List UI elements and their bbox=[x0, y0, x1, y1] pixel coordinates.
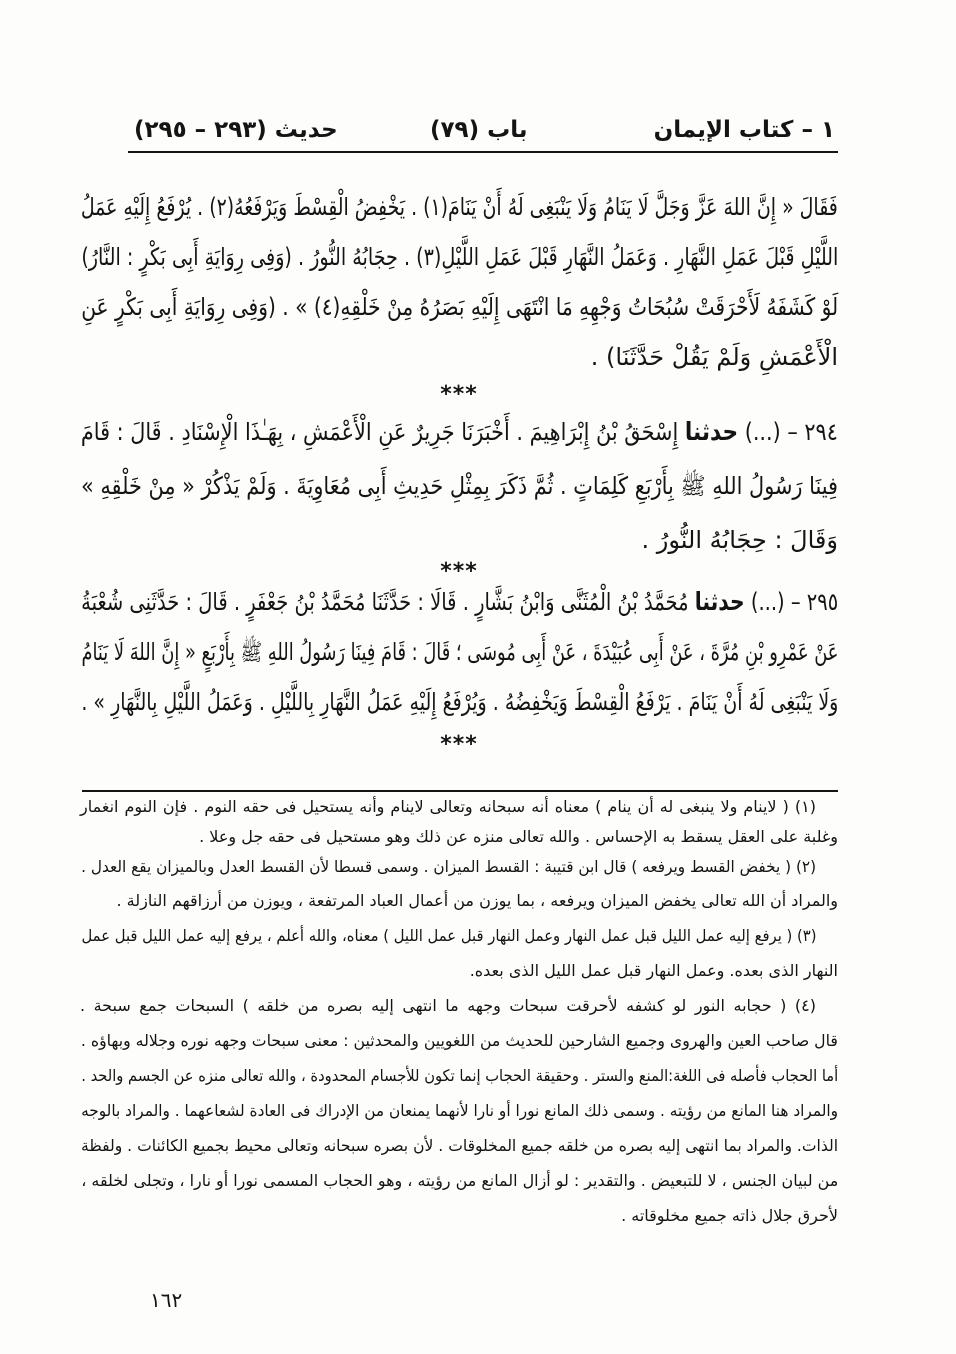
text-line-content: الْأَعْمَشِ وَلَمْ يَقُلْ حَدَّثَنَا) . bbox=[590, 343, 838, 371]
text-line-content bbox=[81, 577, 838, 627]
footnote-marker: (٤) bbox=[794, 996, 816, 1015]
footnote-line bbox=[80, 988, 838, 1023]
text-line-content: عَنْ عَمْرِو بْنِ مُرَّةَ ، عَنْ أَبِى عُبَيْدَةَ ، عَنْ أَبِى مُوسَى ؛ قَالَ : قَامَ فِينَا رَسُولُ اللهِ ﷺ بِأَرْبَعٍ « إِنَّ اللهَ لَا يَنَامُ bbox=[81, 638, 838, 666]
footnote-line bbox=[80, 884, 838, 918]
running-header-chapter: ١ – كتاب الإيمان bbox=[653, 117, 835, 143]
footnote-line-content bbox=[80, 996, 816, 1015]
hadith-keyword: حدثنا bbox=[684, 417, 739, 446]
separator-stars: *** bbox=[440, 382, 478, 407]
footnote-line bbox=[80, 1198, 838, 1233]
hadith-keyword: حدثنا bbox=[694, 587, 745, 616]
separator-stars: *** bbox=[440, 732, 478, 757]
footnote-line bbox=[80, 1163, 838, 1198]
text-line-content: وَلَا يَنْبَغِى لَهُ أَنْ يَنَامَ . يَرْفَعُ الْقِسْطَ وَيَخْفِضُهُ . وَيُرْفَعُ إِلَيْهِ عَمَلُ النَّهَارِ بِاللَّيْلِ . وَعَمَلُ اللَّيْلِ بِالنَّهَارِ » . bbox=[81, 688, 838, 716]
footnote-line-content: من لبيان الجنس ، لا للتبعيض . والتقدير : لو أزال المانع من رؤيته ، وهو الحجاب المسمى نورا أو نارا ، وتجلى لخلقه ، bbox=[81, 1171, 838, 1190]
footnote-line bbox=[80, 1023, 838, 1058]
text-line-content: فِينَا رَسُولُ اللهِ ﷺ بِأَرْبَعِ كَلِمَاتٍ . ثُمَّ ذَكَرَ بِمِثْلِ حَدِيثِ أَبِى مُعَاوِيَةَ . وَلَمْ يَذْكُرْ « مِنْ خَلْقِهِ » bbox=[81, 472, 838, 500]
footnote-line-content: والمراد هنا المانع من رؤيته . وسمى ذلك المانع نورا أو نارا لأنهما يمنعان من الإدراك فى العادة لشعاعهما . والمراد بالوجه bbox=[81, 1101, 838, 1120]
footnote-text: ( يرفع إليه عمل الليل قبل عمل النهار وعمل النهار قبل عمل الليل ) معناه، والله أعلم ، يرفع إليه عمل الليل قبل عمل bbox=[81, 926, 792, 945]
footnote-marker: (٢) bbox=[795, 857, 816, 876]
footnote-text: ( لاينام ولا ينبغى له أن ينام ) معناه أنه سبحانه وتعالى لاينام وأنه يستحيل فى حقه النوم . فإن النوم انغمار bbox=[80, 797, 789, 816]
hadith-number: ٢٩٥ – (...) bbox=[750, 588, 838, 616]
text-line-content: فَقَالَ « إِنَّ اللهَ عَزَّ وَجَلَّ لَا يَنَامُ وَلَا يَنْبَغِى لَهُ أَنْ يَنَامَ(١) . يَخْفِضُ الْقِسْطَ وَيَرْفَعُهُ(٢) . يُرْفَعُ إِلَيْهِ عَمَلُ bbox=[81, 193, 838, 221]
hadith-text: مُحَمَّدُ بْنُ الْمُثَنَّى وَابْنُ بَشَّارٍ . قَالَا : حَدَّثَنَا مُحَمَّدُ بْنُ جَعْفَرٍ . قَالَ : حَدَّثَنِى شُعْبَةُ bbox=[81, 588, 689, 616]
footnote-line bbox=[80, 792, 838, 822]
text-line bbox=[80, 232, 838, 282]
footnote-line-content: قال صاحب العين والهروى وجميع الشارحين للحديث من اللغويين والمحدثين : معنى سبحات وجهه نوره وجلاله وبهاؤه . bbox=[81, 1031, 838, 1050]
footnote-line-content bbox=[81, 850, 816, 884]
footnote-line bbox=[80, 850, 838, 884]
text-line bbox=[80, 677, 838, 727]
footnote-3 bbox=[80, 918, 838, 988]
hadith-295 bbox=[80, 577, 838, 727]
footnote-line-content: والمراد أن الله تعالى يخفض الميزان ويرفعه ، بما يوزن من أعمال العباد المرتفعة ، ويوزن من أرزاقهم النازلة . bbox=[116, 891, 838, 910]
footnote-marker: (٣) bbox=[796, 926, 816, 945]
footnote-line-content: الذات. والمراد بما انتهى إليه بصره من خلقه جميع المخلوقات . لأن بصره سبحانه وتعالى محيط بجميع الكائنات . ولفظة bbox=[81, 1136, 838, 1155]
footnote-line bbox=[80, 1058, 838, 1093]
hadith-continuation bbox=[80, 182, 838, 382]
text-line bbox=[80, 577, 838, 627]
text-line bbox=[80, 332, 838, 382]
running-header-hadith-range: حديث (٢٩٣ – ٢٩٥) bbox=[134, 117, 338, 143]
text-line bbox=[80, 182, 838, 232]
text-line bbox=[80, 627, 838, 677]
footnote-line-content: النهار الذى بعده. وعمل النهار قبل عمل الليل الذى بعده. bbox=[469, 961, 838, 980]
footnote-line bbox=[80, 1093, 838, 1128]
footnote-line-content: وغلبة على العقل يسقط به الإحساس . والله تعالى منزه عن ذلك وهو مستحيل فى حقه جل وعلا . bbox=[199, 827, 838, 846]
footnote-text: ( يخفض القسط ويرفعه ) قال ابن قتيبة : القسط الميزان . وسمى قسطا لأن القسط العدل وبالميزان يقع العدل . bbox=[81, 857, 791, 876]
footnote-line-content: لأحرق جلال ذاته جميع مخلوقاته . bbox=[621, 1206, 838, 1225]
hadith-text: إِسْحَقُ بْنُ إِبْرَاهِيمَ . أَخْبَرَنَا جَرِيرٌ عَنِ الْأَعْمَشِ ، بِهَـٰذَا الْإِسْنَادِ . قَالَ : قَامَ bbox=[81, 418, 679, 446]
separator-stars: *** bbox=[440, 559, 478, 584]
header-rule bbox=[128, 151, 838, 153]
footnote-marker: (١) bbox=[794, 797, 816, 816]
page-number: ١٦٢ bbox=[150, 1288, 183, 1312]
running-header-bab: باب (٧٩) bbox=[430, 117, 528, 143]
footnote-line-content bbox=[80, 797, 816, 816]
footnote-line-content bbox=[81, 918, 816, 953]
footnote-line bbox=[80, 822, 838, 852]
footnote-line bbox=[80, 918, 838, 953]
footnote-4 bbox=[80, 988, 838, 1233]
text-line-content: اللَّيْلِ قَبْلَ عَمَلِ النَّهَارِ . وَعَمَلُ النَّهَارِ قَبْلَ عَمَلِ اللَّيْلِ(٣) . حِجَابُهُ النُّورُ . (وَفِى رِوَايَةِ أَبِى بَكْرٍ : النَّارُ) bbox=[81, 243, 838, 271]
footnote-2 bbox=[80, 850, 838, 918]
text-line bbox=[80, 405, 838, 459]
footnote-1 bbox=[80, 792, 838, 852]
footnote-text: ( حجابه النور لو كشفه لأحرقت سبحات وجهه ما انتهى إليه بصره من خلقه ) السبحات جمع سبحة . bbox=[80, 996, 787, 1015]
text-line-content: لَوْ كَشَفَهُ لَأَحْرَقَتْ سُبُحَاتُ وَجْهِهِ مَا انْتَهَى إِلَيْهِ بَصَرُهُ مِنْ خَلْقِهِ(٤) » . (وَفِى رِوَايَةِ أَبِى بَكْرٍ عَنِ bbox=[81, 293, 838, 321]
text-line bbox=[80, 459, 838, 513]
text-line-content bbox=[81, 405, 838, 459]
hadith-294 bbox=[80, 405, 838, 567]
text-line bbox=[80, 282, 838, 332]
footnote-line bbox=[80, 953, 838, 988]
footnote-line bbox=[80, 1128, 838, 1163]
hadith-number: ٢٩٤ – (...) bbox=[744, 418, 838, 446]
footnote-line-content: أما الحجاب فأصله فى اللغة:المنع والستر . وحقيقة الحجاب إنما تكون للأجسام المحدودة ، والله تعالى منزه عن الجسم والحد . bbox=[81, 1066, 838, 1085]
text-line-content: وَقَالَ : حِجَابُهُ النُّورُ . bbox=[641, 526, 838, 554]
